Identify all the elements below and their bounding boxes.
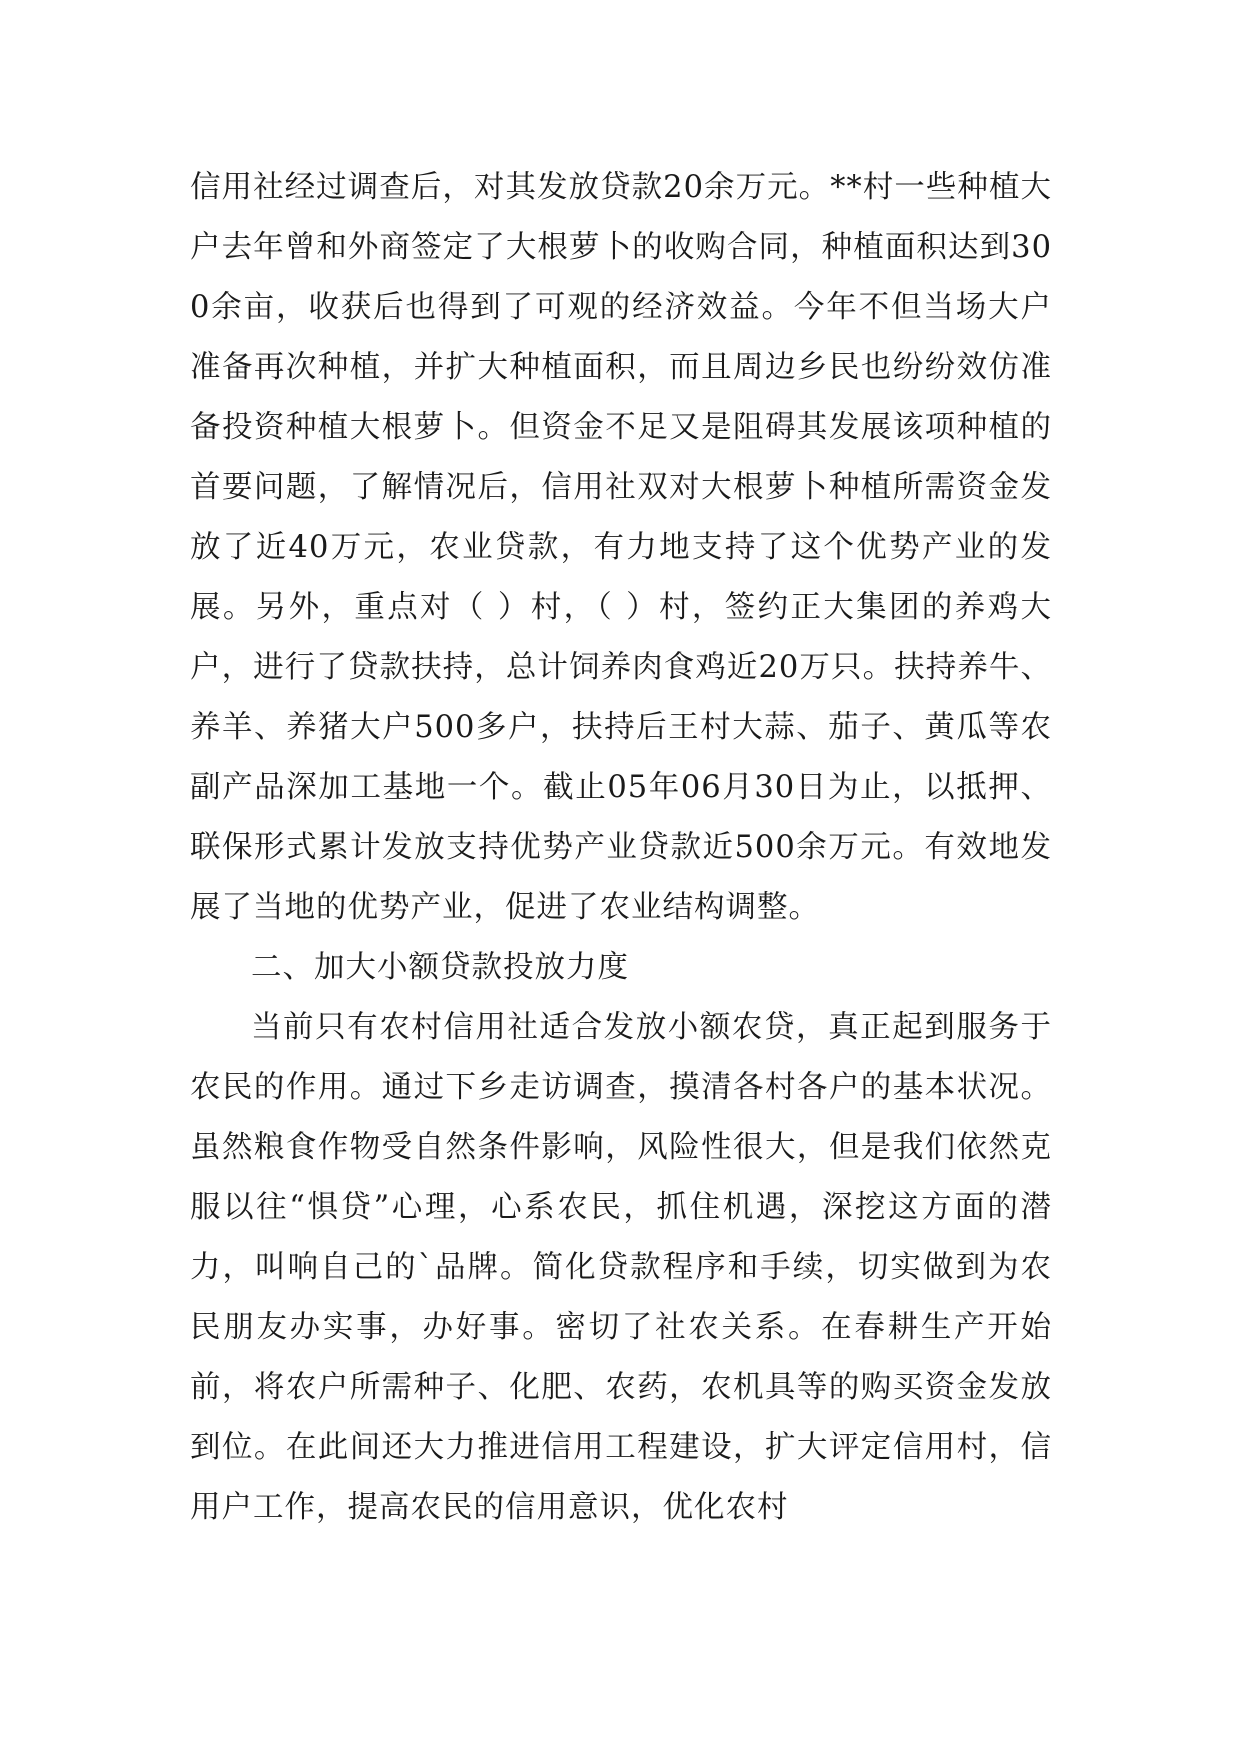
section-heading: 二、加大小额贷款投放力度 xyxy=(251,950,629,985)
document-body xyxy=(190,158,1052,1538)
body-paragraph-continued: 信用社经过调查后，对其发放贷款20余万元。**村一些种植大户去年曾和外商签定了大根萝卜的收购合同，种植面积达到300余亩，收获后也得到了可观的经济效益。今年不但当场大户准备再次种植，并扩大种植面积，而且周边乡民也纷纷效仿准备投资种植大根萝卜。但资金不足又是阻碍其发展该项种植的首要问题，了解情况后，信用社双对大根萝卜种植所需资金发放了近40万元，农业贷款，有力地支持了这个优势产业的发展。另外，重点对（ ）村，（ ）村，签约正大集团的养鸡大户，进行了贷款扶持，总计饲养肉食鸡近20万只。扶持养牛、养羊、养猪大户500多户，扶持后王村大蒜、茄子、黄瓜等农副产品深加工基地一个。截止05年06月30日为止，以抵押、联保形式累计发放支持优势产业贷款近500余万元。有效地发展了当地的优势产业，促进了农业结构调整。 xyxy=(190,170,1052,925)
body-paragraph: 当前只有农村信用社适合发放小额农贷，真正起到服务于农民的作用。通过下乡走访调查，摸清各村各户的基本状况。虽然粮食作物受自然条件影响，风险性很大，但是我们依然克服以往“惧贷”心理，心系农民，抓住机遇，深挖这方面的潜力，叫响自己的`品牌。简化贷款程序和手续，切实做到为农民朋友办实事，办好事。密切了社农关系。在春耕生产开始前，将农户所需种子、化肥、农药，农机具等的购买资金发放到位。在此间还大力推进信用工程建设，扩大评定信用村，信用户工作，提高农民的信用意识，优化农村 xyxy=(190,1010,1052,1525)
